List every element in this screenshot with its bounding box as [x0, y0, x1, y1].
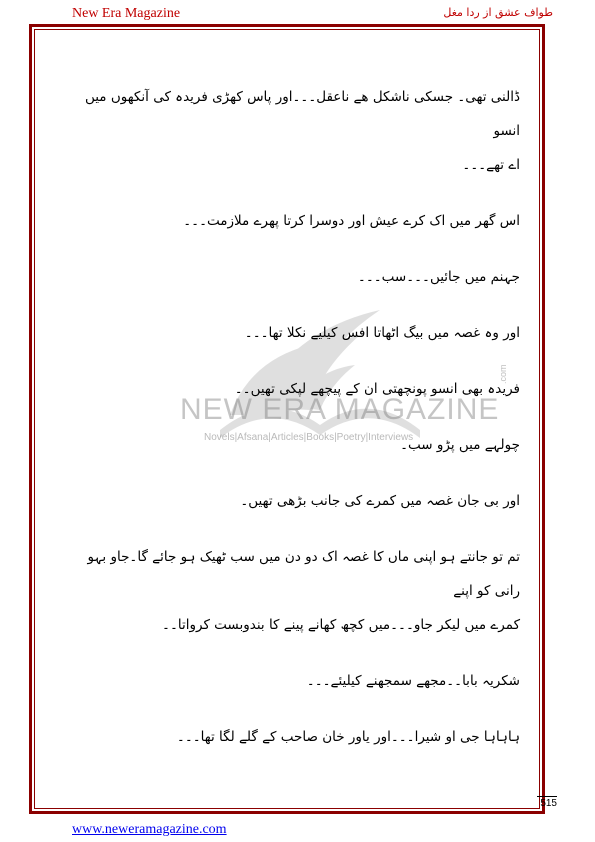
magazine-name: New Era Magazine	[72, 6, 181, 21]
watermark-subtitle: Novels|Afsana|Articles|Books|Poetry|Interviews	[204, 432, 414, 443]
paragraph-line: جہنم میں جائیں۔۔۔سب۔۔۔	[357, 269, 520, 285]
paragraph-line: چولہے میں پڑو سب۔	[400, 437, 520, 453]
paragraph-line: ہاہاہا جی او شیرا۔۔۔اور یاور خان صاحب کے گلے لگا تھا۔۔۔	[176, 729, 520, 745]
paragraph-line: اے تھے۔۔۔	[462, 157, 520, 173]
paragraph-line: فریدہ بھی انسو پونچھتی ان کے پیچھے لپکی تھیں۔۔	[234, 381, 520, 397]
watermark-com: .com	[498, 364, 508, 384]
paragraph-line: تم تو جانتے ہو اپنی ماں کا غصہ اک دو دن میں سب ٹھیک ہو جائے گا۔جاو بہو رانی کو اپنے	[87, 549, 520, 599]
paragraph-line: ڈالنی تھی۔ جسکی ناشکل ھے ناعقل۔۔۔اور پاس کھڑی فریدہ کی آنکھوں میں انسو	[84, 89, 520, 139]
website-link[interactable]: www.neweramagazine.com	[72, 822, 227, 837]
watermark-title: NEW ERA MAGAZINE	[180, 393, 500, 426]
paragraph-line: شکریہ بابا۔۔مجھے سمجھنے کیلیئے۔۔۔	[306, 673, 520, 689]
paragraph-line: اور بی جان غصہ میں کمرے کی جانب بڑھی تھیں۔	[240, 493, 520, 509]
paragraph-line: اس گھر میں اک کرے عیش اور دوسرا کرتا پھرے ملازمت۔۔۔	[183, 213, 520, 229]
story-title: طواف عشق از ردا مغل	[443, 6, 553, 19]
paragraph-line: اور وہ غصہ میں بیگ اٹھاتا افس کیلیے نکلا تھا۔۔۔	[244, 325, 520, 341]
page-number: 515	[537, 796, 557, 809]
paragraph-line: کمرے میں لیکر جاو۔۔۔میں کچھ کھانے پینے کا بندوبست کرواتا۔۔	[162, 617, 520, 633]
story-text	[72, 80, 520, 754]
